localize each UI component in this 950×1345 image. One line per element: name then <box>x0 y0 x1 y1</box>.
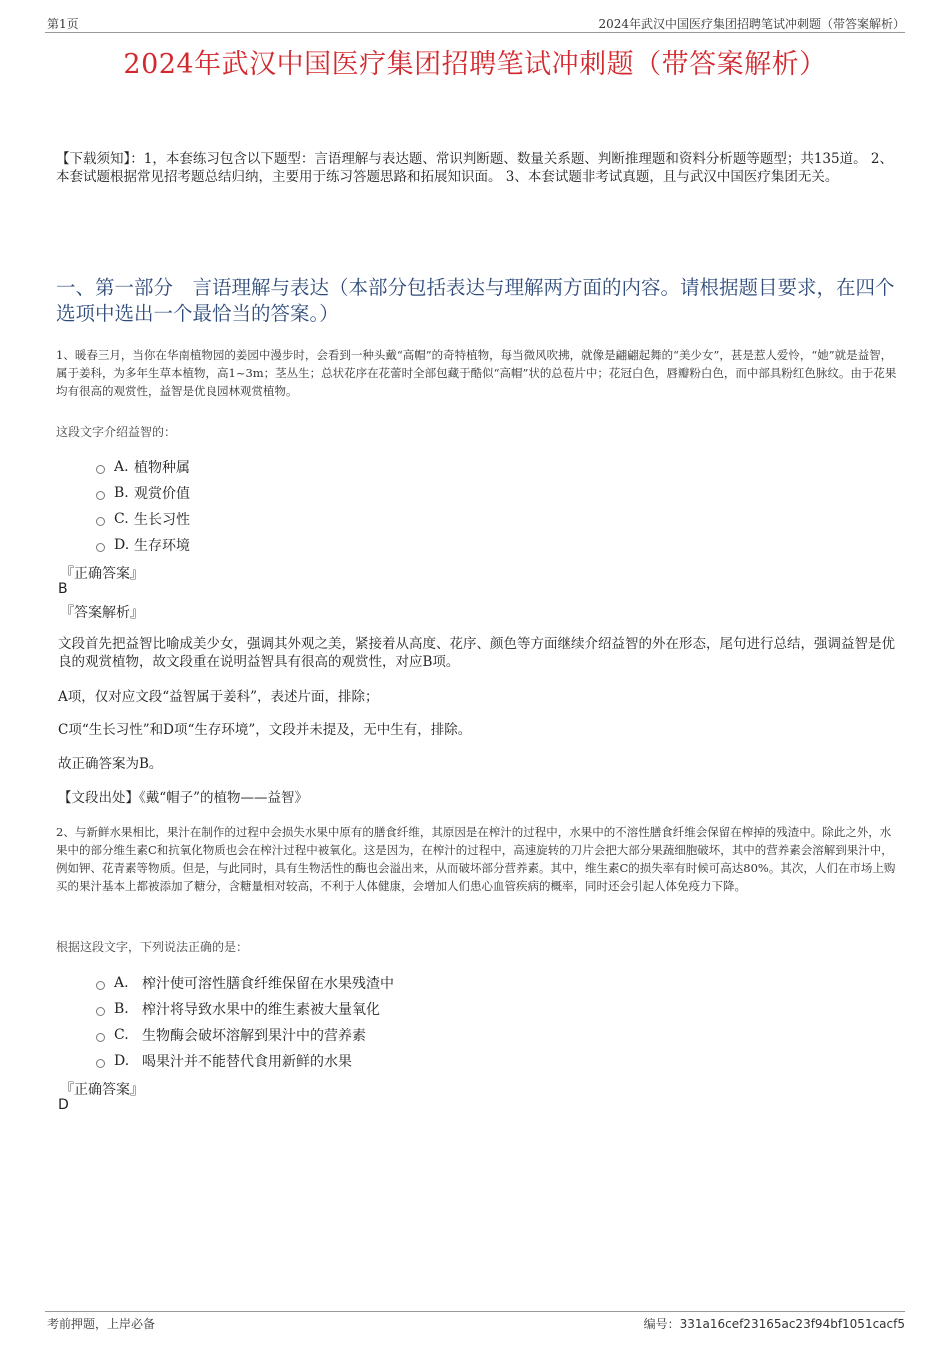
footer-divider <box>45 1311 905 1312</box>
option-text: 榨汁使可溶性膳食纤维保留在水果残渣中 <box>142 976 394 992</box>
running-header-title: 2024年武汉中国医疗集团招聘笔试冲刺题（带答案解析） <box>598 17 905 31</box>
question-1-option-a[interactable] <box>96 457 190 477</box>
question-2-answer-label: 『正确答案』 <box>60 1082 144 1098</box>
question-2-answer: D <box>58 1097 69 1113</box>
option-letter: A. <box>114 459 129 475</box>
document-title: 2024年武汉中国医疗集团招聘笔试冲刺题（带答案解析） <box>123 49 827 80</box>
question-2-passage: 2、与新鲜水果相比，果汁在制作的过程中会损失水果中原有的膳食纤维，其原因是在榨汁的过程中，水果中的不溶性膳食纤维会保留在榨掉的残渣中。除此之外，水果中的部分维生素C和抗氧化物质也会在榨汁过程中被氧化。这是因为，在榨汁的过程中，高速旋转的刀片会把大部分果蔬细胞破坏，其中的营养素会溶解到果汁中，例如钾、花青素等物质。但是，与此同时，具有生物活性的酶也会溢出来，从而破坏部分营养素。其中，维生素C的损失率有时候可高达80%。其次，人们在市场上购买的果汁基本上都被添加了糖分，含糖量相对较高，不利于人体健康，会增加人们患心血管疾病的概率，同时还会引起人体免疫力下降。 <box>56 825 896 893</box>
question-2-option-b[interactable] <box>96 999 380 1019</box>
option-text: 生长习性 <box>134 512 190 528</box>
radio-icon[interactable] <box>96 491 105 500</box>
question-2-prompt: 根据这段文字，下列说法正确的是： <box>56 940 249 954</box>
question-1-option-d[interactable] <box>96 535 190 555</box>
radio-icon[interactable] <box>96 543 105 552</box>
question-1-option-c[interactable] <box>96 509 190 529</box>
radio-icon[interactable] <box>96 1033 105 1042</box>
question-1-answer: B <box>58 581 68 597</box>
option-text: 生存环境 <box>134 538 190 554</box>
option-text: 喝果汁并不能替代食用新鲜的水果 <box>142 1054 352 1070</box>
section-heading: 一、第一部分 言语理解与表达（本部分包括表达与理解两方面的内容。请根据题目要求，在四个选项中选出一个最恰当的答案。） <box>56 276 895 325</box>
radio-icon[interactable] <box>96 1007 105 1016</box>
option-letter: B. <box>114 485 129 501</box>
page-number: 第1页 <box>47 17 79 31</box>
question-1-analysis-paragraph: A项，仅对应文段“益智属于姜科”，表述片面，排除； <box>58 689 379 705</box>
footer-document-id: 编号：331a16cef23165ac23f94bf1051cacf5 <box>643 1317 905 1331</box>
question-2-option-c[interactable] <box>96 1025 366 1045</box>
radio-icon[interactable] <box>96 981 105 990</box>
option-text: 观赏价值 <box>134 486 190 502</box>
question-1-analysis-label: 『答案解析』 <box>60 605 144 621</box>
header-divider <box>45 32 905 33</box>
question-1-analysis-paragraph: 文段首先把益智比喻成美少女，强调其外观之美，紧接着从高度、花序、颜色等方面继续介绍益智的外在形态，尾句进行总结，强调益智是优良的观赏植物，故文段重在说明益智具有很高的观赏性，对应B项。 <box>58 636 895 670</box>
question-1-option-b[interactable] <box>96 483 190 503</box>
option-letter: B. <box>114 1001 129 1017</box>
option-text: 生物酶会破坏溶解到果汁中的营养素 <box>142 1028 366 1044</box>
option-letter: D. <box>114 537 130 553</box>
option-letter: C. <box>114 511 129 527</box>
option-text: 榨汁将导致水果中的维生素被大量氧化 <box>142 1002 380 1018</box>
question-2-option-d[interactable] <box>96 1051 352 1071</box>
question-1-analysis-paragraph: 故正确答案为B。 <box>58 756 163 772</box>
question-1-source: 【文段出处】《戴“帽子”的植物——益智》 <box>58 790 309 806</box>
option-text: 植物种属 <box>134 460 190 476</box>
question-2-option-a[interactable] <box>96 973 394 993</box>
radio-icon[interactable] <box>96 465 105 474</box>
question-1-answer-label: 『正确答案』 <box>60 566 144 582</box>
question-1-prompt: 这段文字介绍益智的： <box>56 425 177 439</box>
radio-icon[interactable] <box>96 1059 105 1068</box>
question-1-analysis-paragraph: C项“生长习性”和D项“生存环境”，文段并未提及，无中生有，排除。 <box>58 722 472 738</box>
option-letter: A. <box>114 975 129 991</box>
question-1-passage: 1、暖春三月，当你在华南植物园的姜园中漫步时，会看到一种头戴“高帽”的奇特植物，每当微风吹拂，就像是翩翩起舞的“美少女”，甚是惹人爱怜，“她”就是益智，属于姜科，为多年生草本植物，高1~3m；茎丛生；总状花序在花蕾时全部包藏于酷似“高帽”状的总苞片中；花冠白色，唇瓣粉白色，而中部具粉红色脉纹。由于花果均有很高的观赏性，益智是优良园林观赏植物。 <box>56 348 897 398</box>
download-notice: 【下载须知】：1，本套练习包含以下题型：言语理解与表达题、常识判断题、数量关系题、判断推理题和资料分析题等题型；共135道。 2、本套试题根据常见招考题总结归纳，主要用于练习答题思路和拓展知识面。 3、本套试题非考试真题，且与武汉中国医疗集团无关。 <box>56 151 893 185</box>
radio-icon[interactable] <box>96 517 105 526</box>
option-letter: D. <box>114 1053 130 1069</box>
footer-slogan: 考前押题，上岸必备 <box>47 1317 156 1331</box>
option-letter: C. <box>114 1027 129 1043</box>
